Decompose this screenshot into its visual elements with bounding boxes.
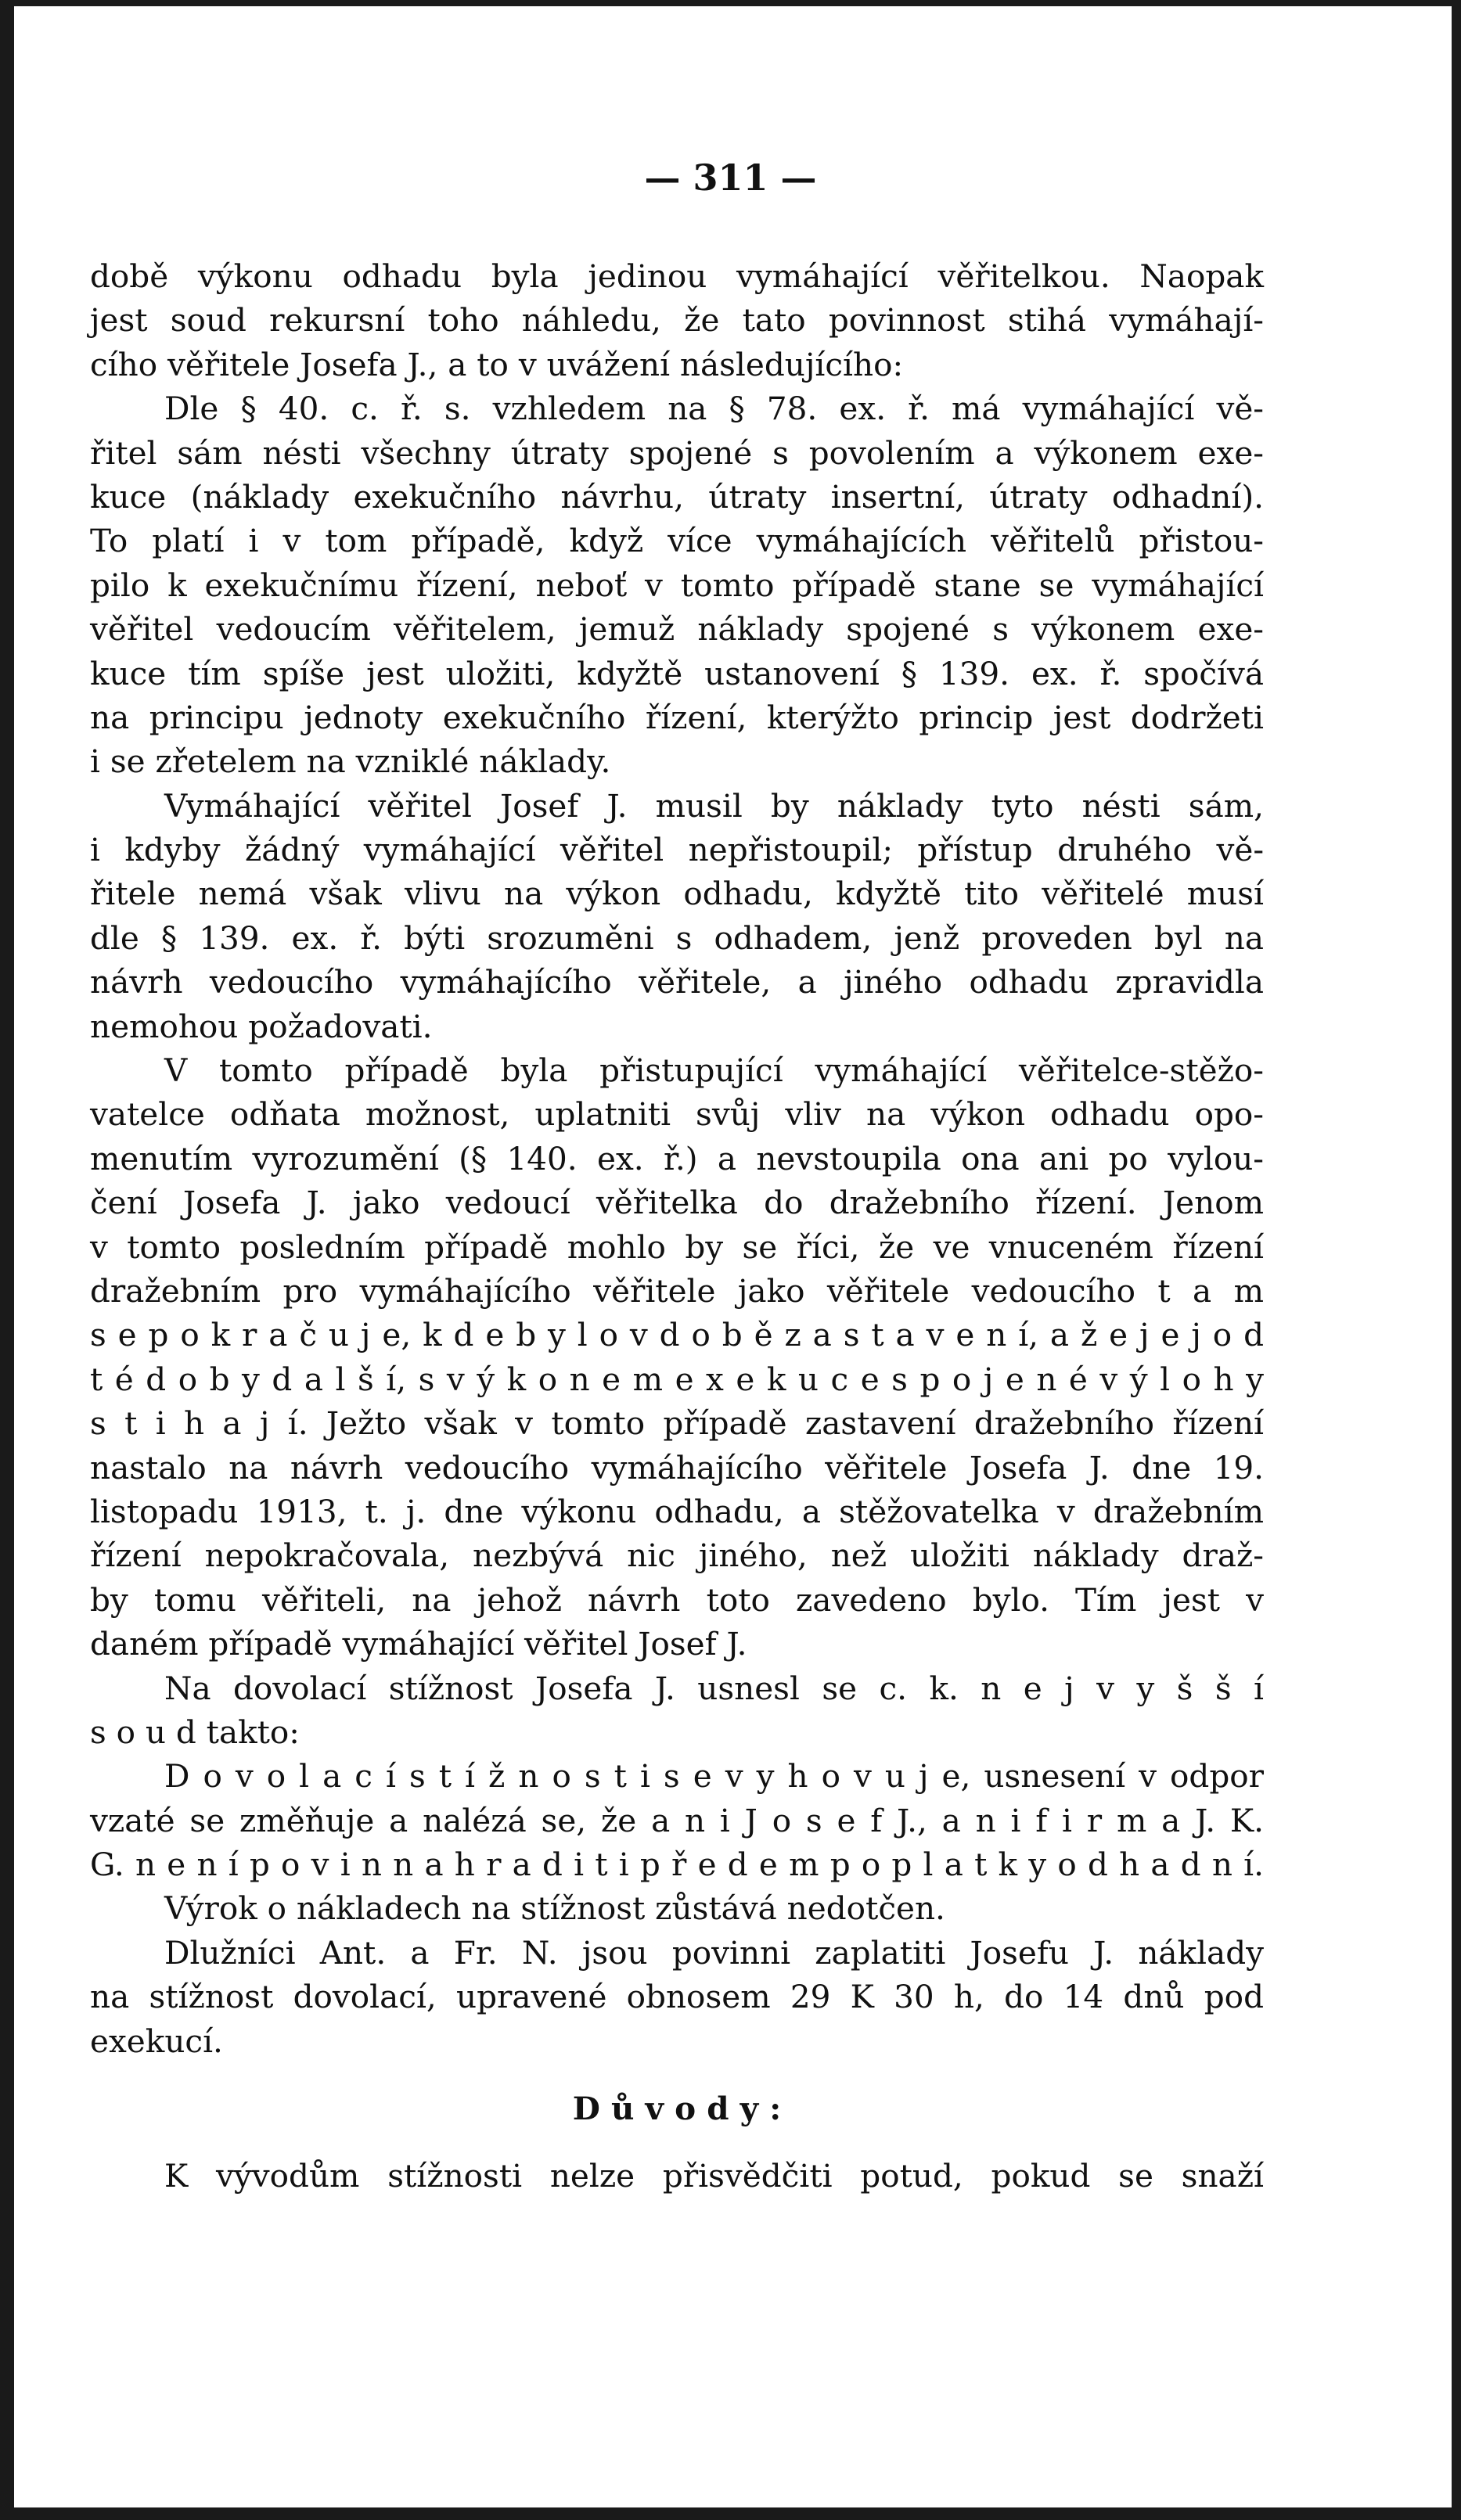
scan-border-right: [1452, 0, 1461, 2520]
paragraph-gap: [90, 2130, 1264, 2154]
text-line: nemohou požadovati.: [90, 1007, 433, 1045]
text-line: Dlužníci Ant. a Fr. N. jsou povinni zaplatiti Josefu J. náklady: [164, 1933, 1264, 1972]
text-line: dražebním pro vymáhajícího věřitele jako věřitele vedoucího t a m: [90, 1271, 1264, 1310]
text-line: kuce (náklady exekučního návrhu, útraty insertní, útraty odhadní).: [90, 477, 1264, 516]
text-line: na stížnost dovolací, upravené obnosem 29 K 30 h, do 14 dnů pod: [90, 1978, 1264, 2016]
text-line: K vývodům stížnosti nelze přisvědčiti potud, pokud se snaží: [164, 2157, 1264, 2195]
text-line: menutím vyrozumění (§ 140. ex. ř.) a nevstoupila ona ani po vylou-: [90, 1139, 1264, 1177]
text-line: pilo k exekučnímu řízení, neboť v tomto případě stane se vymáhající: [90, 566, 1264, 604]
text-line: Vymáhající věřitel Josef J. musil by náklady tyto nésti sám,: [164, 786, 1264, 825]
text-line: V tomto případě byla přistupující vymáhající věřitelce-stěžo-: [164, 1051, 1264, 1090]
text-line: řízení nepokračovala, nezbývá nic jiného, než uložiti náklady draž-: [90, 1537, 1264, 1575]
text-line: To platí i v tom případě, když více vymáhajících věřitelů přistou-: [90, 522, 1264, 560]
text-line: Na dovolací stížnost Josefa J. usnesl se c. k. n e j v y š š í: [164, 1669, 1264, 1707]
text-line: řitel sám nésti všechny útraty spojené s povolením a výkonem exe-: [90, 433, 1264, 472]
text-line: na principu jednoty exekučního řízení, kterýžto princip jest dodržeti: [90, 698, 1264, 736]
scan-border-top: [0, 0, 1461, 6]
text-line: by tomu věřiteli, na jehož návrh toto zavedeno bylo. Tím jest v: [90, 1580, 1264, 1619]
text-line: daném případě vymáhající věřitel Josef J.: [90, 1625, 747, 1663]
body-text: [90, 254, 1264, 2198]
text-line: i se zřetelem na vzniklé náklady.: [90, 742, 611, 781]
text-line: exekucí.: [90, 2022, 223, 2060]
scan-border-left: [0, 0, 14, 2520]
text-line: jest soud rekursní toho náhledu, že tato povinnost stihá vymáhají-: [90, 301, 1264, 340]
text-line: vatelce odňata možnost, uplatniti svůj vliv na výkon odhadu opo-: [90, 1095, 1264, 1134]
text-line: t é d o b y d a l š í, s v ý k o n e m e x e k u c e s p o j e n é v ý l o h y: [90, 1360, 1264, 1398]
text-line: dle § 139. ex. ř. býti srozuměni s odhadem, jenž proveden byl na: [90, 918, 1264, 957]
text-line: Výrok o nákladech na stížnost zůstává nedotčen.: [164, 1889, 945, 1928]
text-line: čení Josefa J. jako vedoucí věřitelka do dražebního řízení. Jenom: [90, 1184, 1264, 1222]
text-line: v tomto posledním případě mohlo by se říci, že ve vnuceném řízení: [90, 1228, 1264, 1266]
text-line: cího věřitele Josefa J., a to v uvážení následujícího:: [90, 345, 904, 383]
text-line: i kdyby žádný vymáhající věřitel nepřistoupil; přístup druhého vě-: [90, 831, 1264, 869]
text-line: době výkonu odhadu byla jedinou vymáhající věřitelkou. Naopak: [90, 257, 1264, 295]
text-line: návrh vedoucího vymáhajícího věřitele, a jiného odhadu zpravidla: [90, 963, 1264, 1001]
text-line: G. n e n í p o v i n n a h r a d i t i p ř e d e m p o p l a t k y o d h a d n í.: [90, 1846, 1264, 1884]
text-line: s t i h a j í. Ježto však v tomto případě zastavení dražebního řízení: [90, 1404, 1264, 1443]
scan-border-bottom: [0, 2507, 1461, 2520]
text-line: s e p o k r a č u j e, k d e b y l o v d o b ě z a s t a v e n í, a ž e j e j o d: [90, 1316, 1264, 1354]
text-line: vzaté se změňuje a nalézá se, že a n i J o s e f J., a n i f i r m a J. K.: [90, 1801, 1264, 1839]
section-heading: D ů v o d y :: [572, 2090, 782, 2128]
text-line: Dle § 40. c. ř. s. vzhledem na § 78. ex. ř. má vymáhající vě-: [164, 390, 1264, 428]
text-line: listopadu 1913, t. j. dne výkonu odhadu, a stěžovatelka v dražebním: [90, 1492, 1264, 1530]
paragraph-gap: [90, 2063, 1264, 2087]
page-number: — 311 —: [644, 156, 817, 199]
text-line: kuce tím spíše jest uložiti, kdyžtě ustanovení § 139. ex. ř. spočívá: [90, 654, 1264, 692]
text-line: řitele nemá však vlivu na výkon odhadu, kdyžtě tito věřitelé musí: [90, 875, 1264, 913]
text-line: nastalo na návrh vedoucího vymáhajícího věřitele Josefa J. dne 19.: [90, 1448, 1264, 1486]
text-line: s o u d takto:: [90, 1713, 300, 1751]
text-line: D o v o l a c í s t í ž n o s t i s e v y h o v u j e, usnesení v odpor: [164, 1757, 1264, 1796]
text-line: věřitel vedoucím věřitelem, jemuž náklady spojené s výkonem exe-: [90, 610, 1264, 649]
